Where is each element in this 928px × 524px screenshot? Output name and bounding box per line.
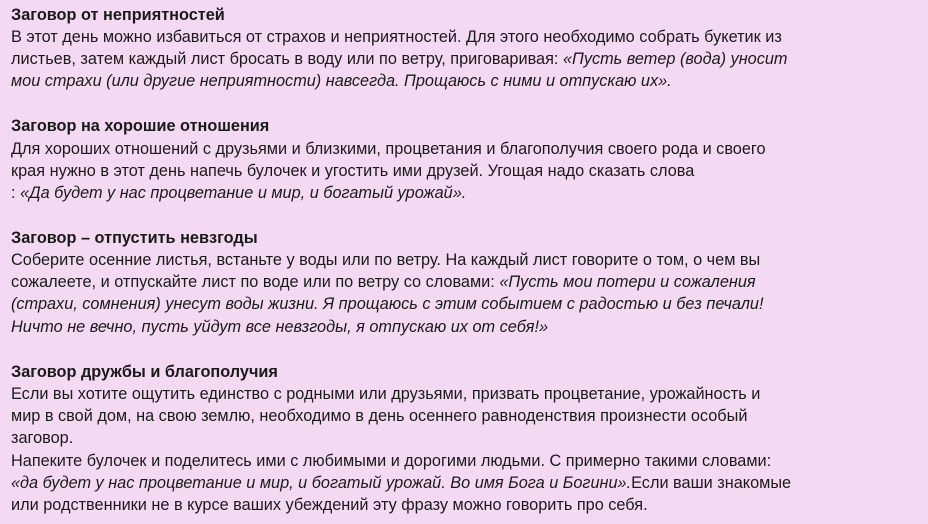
text-line bbox=[11, 160, 694, 182]
text-run: В этот день можно избавиться от страхов и неприятностей. Для этого необходимо собрать букетик из bbox=[11, 28, 782, 46]
text-line bbox=[11, 26, 782, 48]
italic-run: «да будет у нас процветание и мир, и богатый урожай. Во имя Бога и Богини». bbox=[11, 474, 632, 492]
text-run: Напеките булочек и поделитесь ими с любимыми и дорогими людьми. С примерно такими словами: bbox=[11, 452, 772, 470]
text-line bbox=[11, 249, 760, 271]
text-run: Для хороших отношений с друзьями и близкими, процветания и благополучия своего рода и своего bbox=[11, 140, 766, 158]
italic-run: «Пусть ветер (вода) уносит bbox=[562, 50, 788, 68]
text-run: Если вы хотите ощутить единство с родными или друзьями, призвать процветание, урожайность и bbox=[11, 385, 761, 403]
text-line bbox=[11, 293, 764, 315]
text-line bbox=[11, 182, 466, 204]
section-heading: Заговор на хорошие отношения bbox=[11, 117, 270, 135]
text-line bbox=[11, 271, 756, 293]
section-heading: Заговор от неприятностей bbox=[11, 6, 225, 24]
text-line bbox=[11, 494, 648, 516]
text-run: мир в свой дом, на свою землю, необходимо в день осеннего равноденствия произнести особый bbox=[11, 407, 748, 425]
text-run: сожалеете, и отпускайте лист по воде или по ветру со словами: bbox=[11, 273, 500, 291]
text-run: края нужно в этот день напечь булочек и угостить ими друзей. Угощая надо сказать слова bbox=[11, 162, 695, 180]
text-line bbox=[11, 316, 548, 338]
italic-run: «Да будет у нас процветание и мир, и богатый урожай». bbox=[20, 184, 467, 202]
text-line bbox=[11, 70, 672, 92]
text-line bbox=[11, 405, 747, 427]
text-run: листьев, затем каждый лист бросать в воду или по ветру, приговаривая: bbox=[11, 50, 563, 68]
text-line bbox=[11, 427, 73, 449]
italic-run: Ничто не вечно, пусть уйдут все невзгоды, я отпускаю их от себя!» bbox=[11, 318, 549, 336]
italic-run: (страхи, сомнения) унесут воды жизни. Я прощаюсь с этим событием с радостью и без печали! bbox=[11, 295, 764, 313]
text-run: Если ваши знакомые bbox=[631, 474, 792, 492]
text-run: : bbox=[11, 184, 21, 202]
italic-run: мои страхи (или другие неприятности) навсегда. Прощаюсь с ними и отпускаю их». bbox=[11, 72, 672, 90]
text-line bbox=[11, 450, 771, 472]
text-line bbox=[11, 383, 760, 405]
text-line bbox=[11, 48, 788, 70]
text-line bbox=[11, 472, 791, 494]
text-run: или родственники не в курсе ваших убеждений эту фразу можно говорить про себя. bbox=[11, 496, 648, 514]
section-heading: Заговор – отпустить невзгоды bbox=[11, 229, 258, 247]
text-line bbox=[11, 138, 766, 160]
italic-run: «Пусть мои потери и сожаления bbox=[499, 273, 756, 291]
section-heading: Заговор дружбы и благополучия bbox=[11, 363, 278, 381]
text-run: заговор. bbox=[11, 429, 74, 447]
text-run: Соберите осенние листья, встаньте у воды или по ветру. На каждый лист говорите о том, о чем вы bbox=[11, 251, 761, 269]
